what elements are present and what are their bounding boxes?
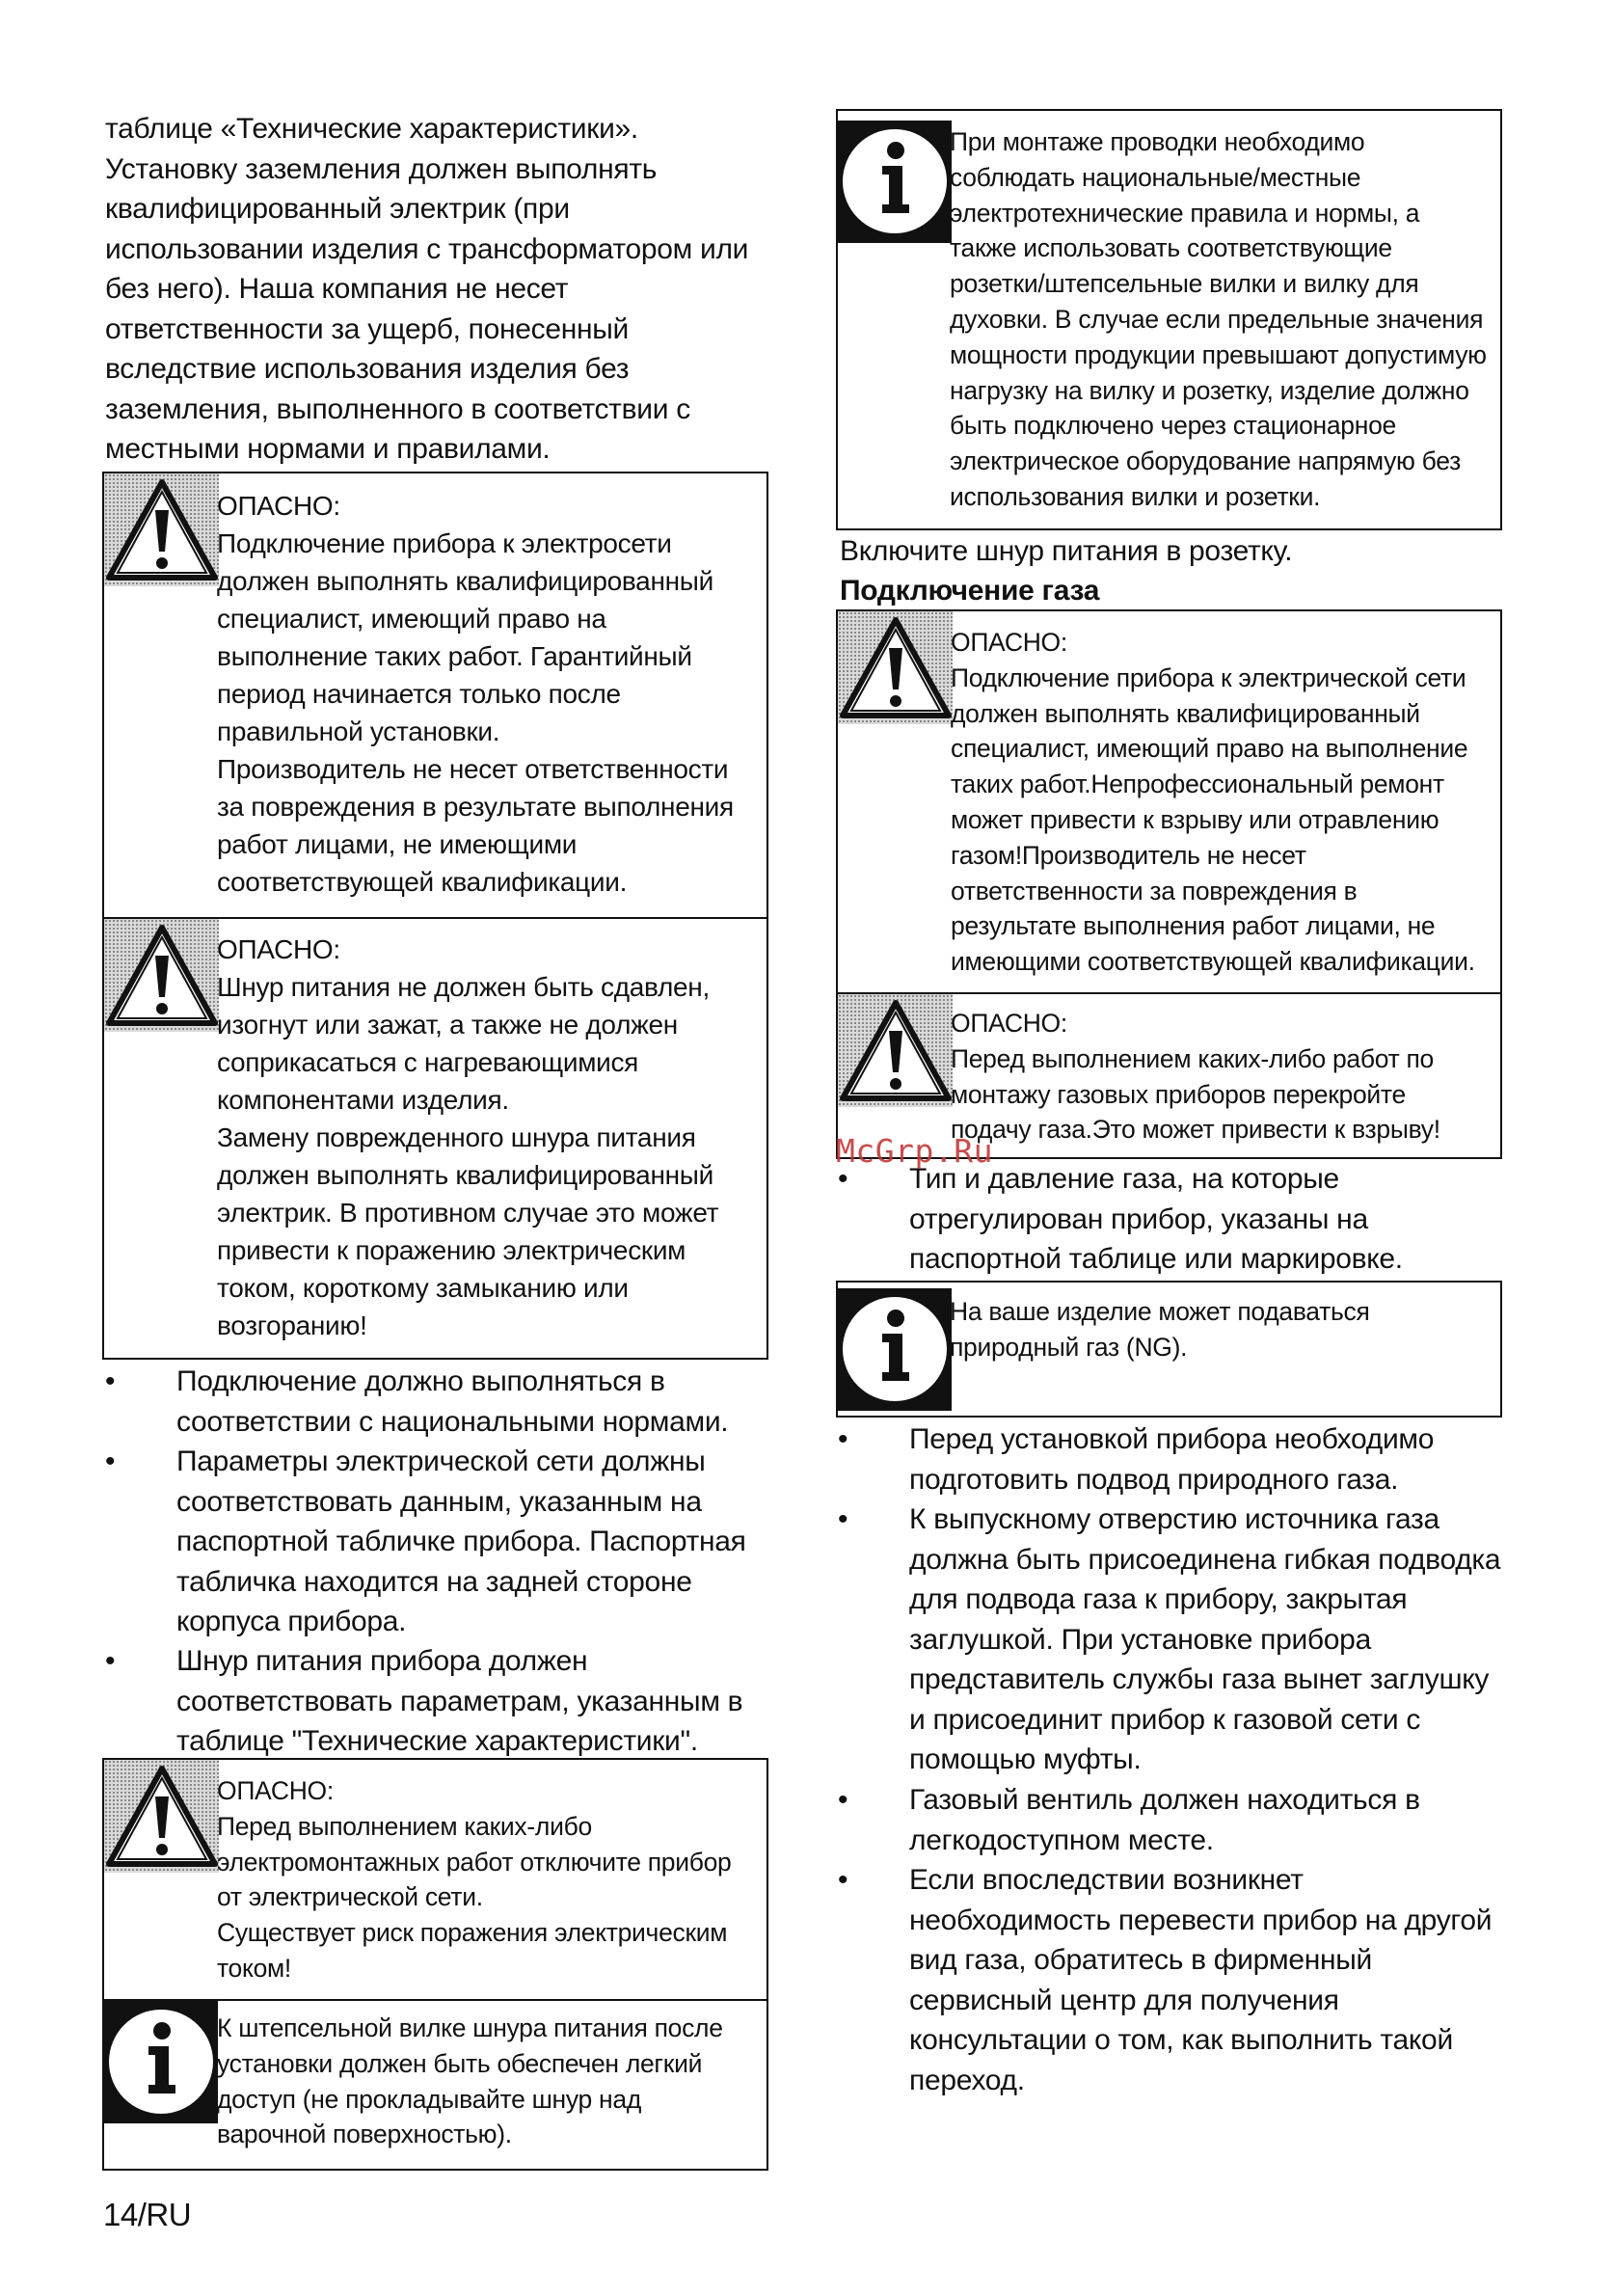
text-line: отрегулирован прибор, указаны на	[909, 1202, 1368, 1235]
text-line: Газовый вентиль должен находиться в	[909, 1784, 1420, 1816]
text-line: таблице "Технические характеристики".	[176, 1725, 698, 1757]
text-line: током, короткому замыканию или	[217, 1273, 629, 1303]
text-line: соблюдать национальные/местные	[950, 162, 1361, 192]
info-notice-wiring	[836, 109, 1502, 530]
text-line: Параметры электрической сети должны	[176, 1445, 706, 1477]
text-line: паспортной таблице или маркировке.	[909, 1243, 1403, 1275]
text-line: квалифицированный электрик (при	[105, 193, 570, 225]
text-line: Существует риск поражения электрическим	[217, 1918, 728, 1948]
text-line: необходимость перевести прибор на другой	[909, 1904, 1493, 1936]
danger-text	[217, 1773, 731, 1986]
text-line: Подключение прибора к электросети	[217, 528, 672, 558]
text-line: электрик. В противном случае это может	[217, 1198, 719, 1228]
warning-triangle-icon	[106, 924, 218, 1028]
text-line: быть подключено через стационарное	[950, 411, 1396, 441]
warning-triangle-icon	[840, 616, 952, 720]
warning-box-group-gas	[836, 609, 1502, 1159]
page-number: 14/RU	[103, 2197, 192, 2232]
bullet-symbol: •	[105, 1365, 116, 1397]
text-line: подготовить подвод природного газа.	[909, 1463, 1399, 1496]
danger-label: ОПАСНО:	[951, 1009, 1067, 1038]
text-line: паспортной табличке прибора. Паспортная	[176, 1526, 746, 1557]
text-line: духовки. В случае если предельные значения	[950, 304, 1484, 334]
text-line: соприкасаться с нагревающимися	[217, 1047, 639, 1077]
text-line: Перед установкой прибора необходимо	[909, 1423, 1435, 1455]
info-text	[950, 1294, 1370, 1365]
list-item	[838, 1419, 1513, 1500]
danger-notice-electrician	[104, 473, 767, 917]
text-line: выполнение таких работ. Гарантийный	[217, 641, 692, 671]
text-line: Подключение должно выполняться в	[176, 1365, 665, 1397]
text-line: Перед выполнением каких-либо	[217, 1811, 592, 1841]
text-line: Тип и давление газа, на которые	[909, 1163, 1339, 1195]
info-icon	[104, 2001, 218, 2128]
danger-text	[951, 625, 1475, 980]
text-line: Подключение прибора к электрической сети	[951, 662, 1466, 692]
text-line: К штепсельной вилке шнура питания после	[217, 2013, 723, 2042]
text-line: Замену поврежденного шнура питания	[217, 1122, 696, 1152]
text-line: доступ (не прокладывайте шнур над	[217, 2084, 641, 2114]
text-line: Шнур питания не должен быть сдавлен,	[217, 972, 710, 1002]
text-line: заземления, выполненного в соответствии с	[105, 392, 690, 425]
text-line: переход.	[909, 2064, 1025, 2096]
text-line: ответственности за повреждения в	[951, 876, 1358, 905]
text-line: газом!Производитель не несет	[951, 840, 1306, 870]
text-line: помощью муфты.	[909, 1743, 1142, 1775]
text-line: имеющими соответствующей квалификации.	[951, 947, 1475, 977]
text-line: ответственности за ущерб, понесенный	[105, 312, 629, 345]
danger-text	[951, 1006, 1440, 1148]
warning-triangle-icon	[840, 999, 952, 1103]
info-text	[217, 2011, 723, 2152]
text-line: изогнут или зажат, а также не должен	[217, 1010, 678, 1040]
warning-box-group-left	[102, 472, 768, 1360]
text-line: электромонтажных работ отключите прибор	[217, 1847, 732, 1877]
text-line: использовании изделия с трансформатором или	[105, 232, 749, 265]
text-line: представитель службы газа вынет заглушку	[909, 1663, 1490, 1695]
text-line: подачу газа.Это может привести к взрыву!	[951, 1115, 1440, 1145]
danger-text	[217, 931, 718, 1344]
text-line: привести к поражению электрическим	[217, 1235, 686, 1265]
text-line: легкодоступном месте.	[909, 1823, 1214, 1856]
bullet-symbol: •	[105, 1645, 116, 1677]
text-line: соответствующей квалификации.	[217, 867, 628, 897]
list-item	[838, 1780, 1513, 1861]
text-line: период начинается только после	[217, 679, 621, 709]
warning-box-group-left-bottom	[102, 1758, 768, 2171]
text-line: На ваше изделие может подаваться	[950, 1297, 1370, 1326]
text-line: установки должен быть обеспечен легкий	[217, 2048, 703, 2078]
section-heading	[840, 571, 1099, 611]
text-line: специалист, имеющий право на	[217, 604, 606, 634]
text-line: заглушкой. При установке прибора	[909, 1623, 1371, 1656]
text-line: Перед выполнением каких-либо работ по	[951, 1043, 1434, 1073]
text-line: током!	[217, 1953, 291, 1983]
text-line: должна быть присоединена гибкая подводка	[909, 1543, 1501, 1576]
text-line: При монтаже проводки необходимо	[950, 127, 1365, 156]
bullet-symbol: •	[838, 1864, 848, 1896]
text-line: электротехнические правила и нормы, а	[950, 198, 1420, 228]
danger-notice-power-cord	[104, 917, 767, 1357]
text-line: должен выполнять квалифицированный	[217, 1160, 713, 1190]
text-line: таблице «Технические характеристики».	[105, 113, 638, 145]
text-line: вид газа, обратитесь в фирменный	[909, 1944, 1372, 1976]
text-line: от электрической сети.	[217, 1882, 483, 1912]
text-line: Производитель не несет ответственности	[217, 754, 729, 784]
text-line: Если впоследствии возникнет	[909, 1864, 1304, 1896]
text-line: Включите шнур питания в розетку.	[840, 535, 1293, 567]
text-line: местными нормами и правилами.	[105, 433, 551, 465]
plug-in-instruction	[840, 531, 1292, 572]
list-item	[838, 1499, 1532, 1780]
list-item	[838, 1159, 1513, 1280]
text-line: без него). Наша компания не несет	[105, 273, 569, 305]
danger-label: ОПАСНО:	[217, 491, 340, 521]
text-line: Установку заземления должен выполнять	[105, 152, 658, 185]
text-line: консультации о том, как выполнить такой	[909, 2024, 1453, 2056]
danger-notice-disconnect	[104, 1760, 767, 1999]
text-line: монтажу газовых приборов перекройте	[951, 1079, 1406, 1109]
list-item	[105, 1362, 780, 1443]
text-line: варочной поверхностью).	[217, 2120, 512, 2149]
text-line: электрическое оборудование напрямую без	[950, 446, 1461, 476]
text-line: соответствии с национальными нормами.	[176, 1405, 729, 1438]
bullet-symbol: •	[838, 1423, 848, 1455]
info-notice-plug-access	[104, 1999, 767, 2168]
danger-label: ОПАСНО:	[217, 1776, 334, 1805]
info-icon	[838, 121, 952, 248]
warning-triangle-icon	[106, 1765, 218, 1869]
text-line: работ лицами, не имеющими	[217, 829, 578, 859]
text-line: и присоединит прибор к газовой сети с	[909, 1703, 1421, 1736]
watermark: McGrp.Ru	[836, 1132, 993, 1170]
bullet-symbol: •	[838, 1163, 848, 1195]
text-line: табличка находится на задней стороне	[176, 1565, 692, 1598]
text-line: соответствовать данным, указанным на	[176, 1485, 702, 1518]
list-item	[105, 1442, 780, 1642]
text-line: вследствие использования изделия без	[105, 353, 630, 385]
info-text	[950, 124, 1487, 515]
text-line: соответствовать параметрам, указанным в	[176, 1685, 743, 1717]
text-line: компонентами изделия.	[217, 1085, 509, 1115]
bullet-symbol: •	[105, 1445, 116, 1477]
text-line: корпуса прибора.	[176, 1606, 407, 1637]
danger-label: ОПАСНО:	[217, 934, 340, 964]
text-line: специалист, имеющий право на выполнение	[951, 734, 1468, 764]
text-line: К выпускному отверстию источника газа	[909, 1503, 1439, 1535]
text-line: должен выполнять квалифицированный	[951, 698, 1420, 728]
text-line: правильной установки.	[217, 716, 500, 746]
text-line: также использовать соответствующие	[950, 233, 1392, 263]
danger-label: ОПАСНО:	[951, 628, 1067, 657]
text-line: нагрузку на вилку и розетку, изделие должно	[950, 375, 1469, 405]
warning-triangle-icon	[106, 478, 218, 582]
text-line: за повреждения в результате выполнения	[217, 792, 734, 822]
text-line: должен выполнять квалифицированный	[217, 566, 713, 596]
bullet-symbol: •	[838, 1503, 848, 1535]
danger-notice-gas-connection	[838, 611, 1500, 992]
danger-text	[217, 487, 734, 901]
text-line: Шнур питания прибора должен	[176, 1645, 588, 1677]
text-line: возгоранию!	[217, 1310, 367, 1340]
bullet-symbol: •	[838, 1784, 848, 1816]
text-line: результате выполнения работ лицами, не	[951, 911, 1436, 941]
text-line: мощности продукции превышают допустимую	[950, 339, 1487, 369]
text-line: сервисный центр для получения	[909, 1984, 1339, 2016]
list-item	[105, 1641, 780, 1762]
heading-text: Подключение газа	[840, 575, 1100, 607]
list-item	[838, 1860, 1532, 2101]
info-icon	[838, 1288, 952, 1416]
text-line: использования вилки и розетки.	[950, 481, 1321, 511]
text-line: таких работ.Непрофессиональный ремонт	[951, 770, 1444, 799]
text-line: розетки/штепсельные вилки и вилку для	[950, 269, 1419, 299]
text-line: природный газ (NG).	[950, 1332, 1188, 1362]
info-notice-natural-gas	[836, 1281, 1502, 1418]
text-line: для подвода газа к прибору, закрытая	[909, 1583, 1408, 1615]
intro-paragraph	[105, 109, 748, 470]
text-line: может привести к взрыву или отравлению	[951, 804, 1439, 834]
